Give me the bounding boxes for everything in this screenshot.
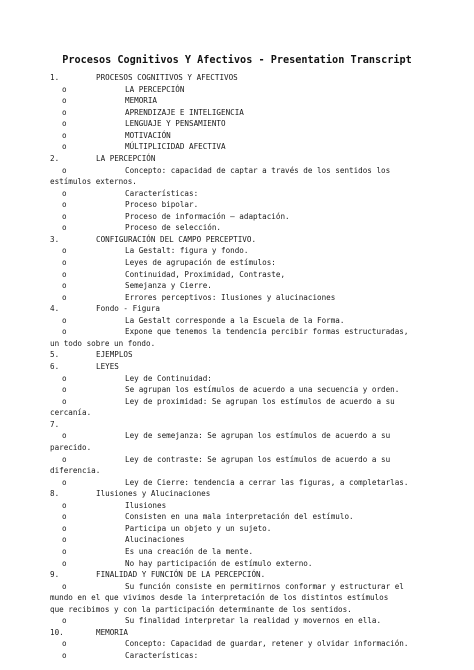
bullet-marker: o: [62, 500, 67, 510]
list-item-text: Concepto: Capacidad de guardar, retener y olvidar información.: [125, 639, 409, 649]
section-heading: PROCESOS COGNITIVOS Y AFECTIVOS: [96, 73, 238, 82]
list-item-text: Consisten en una mala interpretación del estímulo.: [125, 512, 354, 522]
transcript-line: [0, 488, 474, 500]
bullet-marker: o: [62, 223, 67, 233]
section-heading: LEYES: [96, 362, 119, 371]
transcript-line: [0, 118, 474, 130]
bullet-marker: o: [62, 258, 67, 267]
list-number: 3.: [50, 234, 60, 244]
bullet-marker: o: [62, 107, 67, 117]
list-item-text: La Gestalt: figura y fondo.: [125, 246, 249, 256]
transcript-line: [0, 338, 474, 350]
bullet-marker: o: [62, 639, 67, 649]
list-item-text: Leyes de agrupación de estímulos:: [125, 258, 276, 267]
transcript-line: [0, 245, 474, 257]
transcript-line: [0, 465, 474, 477]
bullet-marker: o: [62, 281, 67, 291]
list-number: 4.: [50, 304, 60, 314]
list-item-text: Semejanza y Cierre.: [125, 281, 212, 291]
bullet-marker: o: [62, 523, 67, 533]
list-number: 6.: [50, 362, 60, 371]
list-number: 5.: [50, 350, 60, 360]
list-item-text: Ley de Continuidad:: [125, 373, 212, 383]
list-item-text: Su finalidad interpretar la realidad y movernos en ella.: [125, 616, 382, 626]
transcript-line: [0, 303, 474, 315]
transcript-line: [0, 523, 474, 535]
continuation-text: que recibimos y con la participación determinante de los sentidos.: [50, 604, 352, 614]
transcript-line: [0, 407, 474, 419]
list-item-text: Proceso bipolar.: [125, 200, 199, 210]
transcript-line: [0, 500, 474, 512]
list-number: 7.: [50, 419, 60, 429]
transcript-line: [0, 315, 474, 327]
section-heading: CONFIGURACIÓN DEL CAMPO PERCEPTIVO.: [96, 234, 257, 244]
transcript-line: [0, 604, 474, 616]
transcript-line: [0, 373, 474, 385]
transcript-line: [0, 396, 474, 408]
list-item-text: Alucinaciones: [125, 535, 185, 545]
bullet-marker: o: [62, 84, 67, 94]
transcript-line: [0, 627, 474, 639]
section-heading: EJEMPLOS: [96, 350, 133, 360]
transcript-line: [0, 384, 474, 396]
bullet-marker: o: [62, 373, 67, 383]
bullet-marker: o: [62, 165, 67, 175]
document-title: Procesos Cognitivos Y Afectivos - Presentation Transcript: [62, 55, 412, 66]
bullet-marker: o: [62, 96, 67, 106]
bullet-marker: o: [62, 211, 67, 221]
transcript-line: [0, 234, 474, 246]
transcript-line: [0, 477, 474, 489]
list-item-text: Ilusiones: [125, 500, 167, 510]
transcript-line: [0, 534, 474, 546]
bullet-marker: o: [62, 246, 67, 256]
transcript-line: [0, 72, 474, 84]
list-item-text: Proceso de selección.: [125, 223, 222, 233]
transcript-line: [0, 569, 474, 581]
transcript-line: [0, 558, 474, 570]
list-item-text: APRENDIZAJE E INTELIGENCIA: [125, 107, 244, 117]
list-item-text: Características:: [125, 188, 199, 198]
transcript-line: [0, 141, 474, 153]
list-item-text: Errores perceptivos: Ilusiones y alucinaciones: [125, 292, 336, 302]
list-item-text: MOTIVACIÓN: [125, 130, 171, 140]
bullet-marker: o: [62, 385, 67, 395]
continuation-text: mundo en el que vivimos desde la interpretación de los distintos estímulos: [50, 593, 389, 603]
list-item-text: Proceso de información – adaptación.: [125, 211, 290, 221]
transcript-line: [0, 211, 474, 223]
list-item-text: LA PERCEPCIÓN: [125, 84, 185, 94]
list-item-text: MEMORIA: [125, 96, 158, 106]
bullet-marker: o: [62, 327, 67, 337]
list-number: 2.: [50, 153, 60, 163]
list-item-text: Concepto: capacidad de captar a través de los sentidos los: [125, 165, 391, 175]
list-item-text: Ley de proximidad: Se agrupan los estímulos de acuerdo a su: [125, 396, 395, 406]
transcript-line: [0, 130, 474, 142]
transcript-line: [0, 419, 474, 431]
section-heading: Fondo - Figura: [96, 304, 161, 314]
list-item-text: Ley de semejanza: Se agrupan los estímulos de acuerdo a su: [125, 431, 391, 441]
list-item-text: Expone que tenemos la tendencia percibir formas estructuradas,: [125, 327, 409, 337]
transcript-line: [0, 349, 474, 361]
list-number: 8.: [50, 489, 60, 499]
bullet-marker: o: [62, 477, 67, 487]
transcript-line: [0, 84, 474, 96]
bullet-marker: o: [62, 512, 67, 522]
transcript-line: [0, 442, 474, 454]
list-item-text: Características:: [125, 651, 199, 660]
list-item-text: MÚLTIPLICIDAD AFECTIVA: [125, 142, 226, 152]
bullet-marker: o: [62, 547, 67, 556]
section-heading: FINALIDAD Y FUNCIÓN DE LA PERCEPCIÓN.: [96, 570, 266, 580]
transcript-line: [0, 592, 474, 604]
transcript-line: [0, 292, 474, 304]
continuation-text: diferencia.: [50, 466, 101, 475]
bullet-marker: o: [62, 535, 67, 545]
bullet-marker: o: [62, 292, 67, 302]
transcript-line: [0, 546, 474, 558]
list-item-text: Es una creación de la mente.: [125, 547, 254, 556]
transcript-line: [0, 454, 474, 466]
section-heading: MEMORIA: [96, 627, 129, 637]
list-number: 9.: [50, 570, 60, 580]
continuation-text: cercanía.: [50, 408, 92, 418]
transcript-line: [0, 188, 474, 200]
continuation-text: parecido.: [50, 442, 92, 452]
list-item-text: Su función consiste en permitirnos conformar y estructurar el: [125, 581, 404, 591]
transcript-line: [0, 615, 474, 627]
list-number: 1.: [50, 73, 60, 82]
transcript-line: [0, 280, 474, 292]
continuation-text: estímulos externos.: [50, 177, 137, 186]
section-heading: Ilusiones y Alucinaciones: [96, 489, 211, 499]
transcript-line: [0, 430, 474, 442]
transcript-line: [0, 107, 474, 119]
bullet-marker: o: [62, 119, 67, 129]
transcript-line: [0, 222, 474, 234]
transcript-line: [0, 638, 474, 650]
transcript-line: [0, 257, 474, 269]
bullet-marker: o: [62, 651, 67, 660]
list-item-text: Ley de Cierre: tendencia a cerrar las figuras, a completarlas.: [125, 477, 409, 487]
bullet-marker: o: [62, 130, 67, 140]
list-item-text: Participa un objeto y un sujeto.: [125, 523, 272, 533]
transcript-line: [0, 153, 474, 165]
list-item-text: LENGUAJE Y PENSAMIENTO: [125, 119, 226, 129]
transcript-line: [0, 176, 474, 188]
section-heading: LA PERCEPCIÓN: [96, 153, 156, 163]
bullet-marker: o: [62, 581, 67, 591]
transcript-line: [0, 511, 474, 523]
bullet-marker: o: [62, 269, 67, 279]
list-item-text: No hay participación de estímulo externo.: [125, 558, 313, 568]
list-item-text: Se agrupan los estímulos de acuerdo a una secuencia y orden.: [125, 385, 400, 395]
list-item-text: Ley de contraste: Se agrupan los estímulos de acuerdo a su: [125, 454, 391, 464]
bullet-marker: o: [62, 188, 67, 198]
transcript-line: [0, 165, 474, 177]
transcript-line: [0, 326, 474, 338]
list-item-text: Continuidad, Proximidad, Contraste,: [125, 269, 286, 279]
bullet-marker: o: [62, 558, 67, 568]
bullet-marker: o: [62, 315, 67, 325]
list-number: 10.: [50, 627, 64, 637]
transcript-line: [0, 581, 474, 593]
list-item-text: La Gestalt corresponde a la Escuela de la Forma.: [125, 315, 345, 325]
transcript-line: [0, 361, 474, 373]
transcript-line: [0, 199, 474, 211]
bullet-marker: o: [62, 142, 67, 152]
continuation-text: un todo sobre un fondo.: [50, 338, 156, 348]
bullet-marker: o: [62, 454, 67, 464]
bullet-marker: o: [62, 396, 67, 406]
bullet-marker: o: [62, 431, 67, 441]
transcript-line: [0, 650, 474, 662]
transcript-line: [0, 95, 474, 107]
transcript-line: [0, 269, 474, 281]
bullet-marker: o: [62, 200, 67, 210]
bullet-marker: o: [62, 616, 67, 626]
